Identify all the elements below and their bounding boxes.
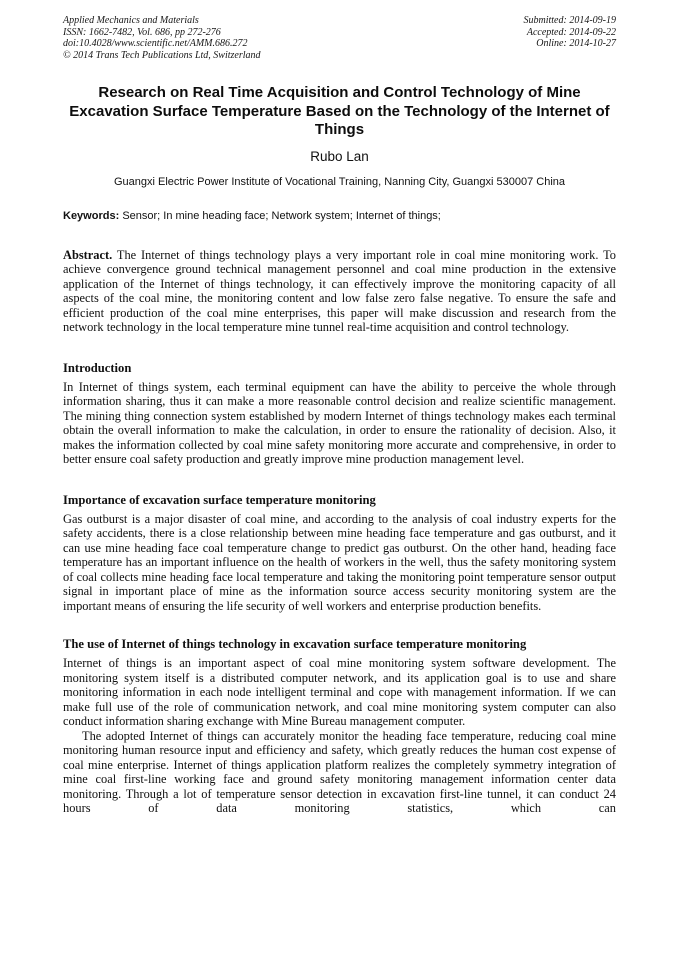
journal-doi: doi:10.4028/www.scientific.net/AMM.686.272 — [63, 38, 248, 49]
section-use-of-iot — [63, 637, 616, 816]
journal-issn-volume: ISSN: 1662-7482, Vol. 686, pp 272-276 — [63, 26, 221, 38]
section-heading: Importance of excavation surface temperature monitoring — [63, 492, 376, 507]
journal-header — [63, 15, 616, 61]
submission-dates — [524, 15, 617, 50]
section-paragraph: Gas outburst is a major disaster of coal mine, and according to the analysis of coal industry experts for the safety accidents, there is a close relationship between mine heading face temperature and gas outburst, and it can use mine heading face coal temperature change to predict gas outburst. On the other hand, heading face temperature has an important influence on the health of workers in the well, thus the safety monitoring system of coal collects mine heading face local temperature and taking the monitoring point temperature sensor output signal in important place of mine as the information source access security monitoring system are the important means of ensuring the life security of well workers and enterprise production benefits. — [63, 511, 616, 613]
section-heading: The use of Internet of things technology in excavation surface temperature monitoring — [63, 637, 527, 651]
section-introduction — [63, 361, 616, 467]
paper-title: Research on Real Time Acquisition and Control Technology of Mine Excavation Surface Temperature Based on the Technology of the Internet of Things — [69, 84, 610, 138]
abstract — [63, 248, 616, 335]
submitted-date: Submitted: 2014-09-19 — [523, 15, 616, 26]
author-name: Rubo Lan — [310, 148, 369, 164]
keywords-text: Sensor; In mine heading face; Network system; Internet of things; — [122, 209, 441, 222]
abstract-text: The Internet of things technology plays a very important role in coal mine monitoring work. To achieve convergence ground technical management personnel and coal mine production in the extensive application of the Internet of things technology, it can effectively improve the monitoring capacity of all aspects of the coal mine, the monitoring content and low false zero false negative. To ensure the safe and efficient production of the coal mine enterprises, this paper will make discussion and research from the network technology in the local temperature mine tunnel real-time acquisition and control technology. — [63, 247, 616, 334]
section-paragraph: Internet of things is an important aspect of coal mine monitoring system software development. The monitoring system itself is a distributed computer network, and its application goal is to use and share monitoring information in each node intelligent terminal and cope with management information. If we can make full use of the role of communication network, and coal mine monitoring system computer can also conduct information sharing exchange with Mine Bureau management computer. — [63, 656, 616, 728]
online-date: Online: 2014-10-27 — [536, 38, 616, 49]
section-paragraph: In Internet of things system, each terminal equipment can have the ability to perceive the whole through information sharing, thus it can make a more reasonable control decision and realize scientific management. The mining thing connection system established by modern Internet of things technology makes each terminal obtain the overall information to make the calculation, in order to ensure the rationality of decision. Also, it makes the information collected by coal mine safety monitoring more accurate and comprehensive, in order to better ensure coal safety production and greatly improve mine production management level. — [63, 379, 616, 466]
keywords-line — [63, 210, 616, 223]
abstract-label: Abstract. — [63, 247, 113, 262]
accepted-date: Accepted: 2014-09-22 — [526, 26, 616, 38]
journal-info — [63, 15, 261, 61]
author-affiliation: Guangxi Electric Power Institute of Vocational Training, Nanning City, Guangxi 530007 China — [113, 175, 566, 188]
journal-copyright: © 2014 Trans Tech Publications Ltd, Switzerland — [63, 49, 261, 61]
keywords-label: Keywords: — [63, 209, 120, 222]
section-paragraph: The adopted Internet of things can accurately monitor the heading face temperature, reducing coal mine monitoring human resource input and efficiency and safety, which greatly reduces the human cost expense of coal mine enterprise. Internet of things application platform realizes the completely symmetry integration of mine coal first-line working face and ground safety monitoring management information center data monitoring. Through a lot of temperature sensor detection in excavation first-line tunnel, it can conduct 24 hours of data monitoring statistics, which can — [63, 728, 616, 815]
section-importance — [63, 493, 616, 614]
section-heading: Introduction — [63, 360, 132, 375]
journal-name: Applied Mechanics and Materials — [63, 15, 199, 26]
